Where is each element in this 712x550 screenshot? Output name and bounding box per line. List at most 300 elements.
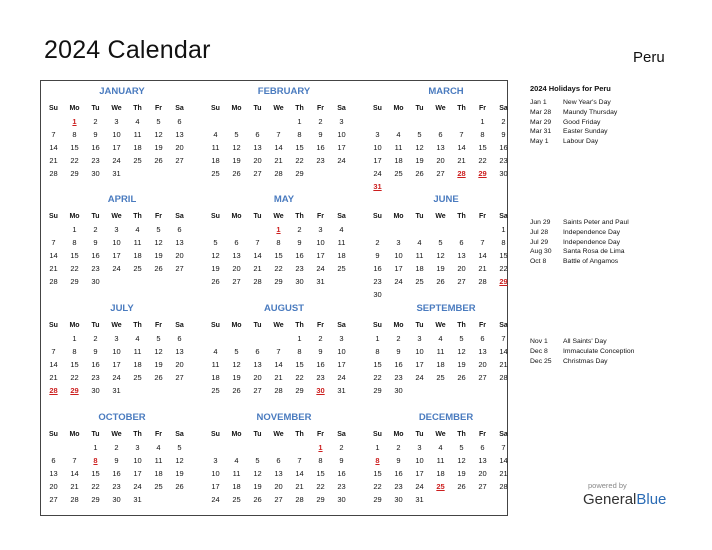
day-cell: 16 [394, 360, 403, 369]
day-cell: 20 [457, 264, 466, 273]
day-cell: 17 [337, 143, 346, 152]
day-cell: 30 [373, 290, 382, 299]
day-cell: 25 [133, 264, 142, 273]
month-grid [367, 102, 521, 193]
weekday-header: Mo [69, 322, 80, 329]
day-cell: 26 [211, 277, 220, 286]
day-cell: 5 [213, 238, 218, 247]
holiday-name: Independence Day [563, 228, 621, 236]
day-cell: 30 [394, 495, 403, 504]
day-cell: 14 [478, 251, 487, 260]
holiday-date: Aug 30 [530, 248, 552, 256]
day-cell: 26 [154, 373, 163, 382]
weekday-header: Fr [479, 322, 486, 329]
day-cell: 5 [459, 334, 464, 343]
month-grid [205, 102, 359, 180]
day-cell: 20 [253, 373, 262, 382]
day-cell: 25 [436, 373, 445, 382]
weekday-header: We [111, 105, 122, 112]
day-cell: 30 [499, 169, 508, 178]
day-cell: 28 [478, 277, 487, 286]
day-cell: 22 [70, 373, 79, 382]
month-grid [205, 210, 359, 288]
powered-by-label: powered by [588, 481, 627, 490]
holiday-day-cell: 1 [72, 117, 77, 126]
day-cell: 18 [211, 373, 220, 382]
weekday-header: Su [49, 213, 58, 220]
holiday-date: Oct 8 [530, 258, 547, 266]
day-cell: 28 [49, 277, 58, 286]
day-cell: 13 [274, 469, 283, 478]
day-cell: 14 [499, 456, 508, 465]
day-cell: 30 [91, 277, 100, 286]
day-cell: 25 [211, 386, 220, 395]
day-cell: 15 [316, 469, 325, 478]
weekday-header: Tu [415, 213, 424, 220]
day-cell: 1 [72, 225, 77, 234]
day-cell: 6 [255, 347, 260, 356]
day-cell: 19 [457, 469, 466, 478]
day-cell: 27 [253, 169, 262, 178]
day-cell: 2 [318, 117, 323, 126]
day-cell: 30 [91, 386, 100, 395]
day-cell: 10 [337, 130, 346, 139]
month-grid [43, 428, 197, 506]
holiday-name: Maundy Thursday [563, 108, 618, 116]
month-january [47, 85, 197, 180]
day-cell: 13 [253, 143, 262, 152]
weekday-header: Th [133, 322, 142, 329]
day-cell: 9 [93, 347, 98, 356]
day-cell: 22 [70, 264, 79, 273]
holiday-day-cell: 29 [499, 277, 508, 286]
weekday-header: Mo [69, 213, 80, 220]
day-cell: 23 [316, 156, 325, 165]
holidays-panel [530, 84, 700, 147]
day-cell: 2 [93, 334, 98, 343]
weekday-header: We [435, 431, 446, 438]
day-cell: 11 [133, 238, 142, 247]
day-cell: 26 [154, 156, 163, 165]
weekday-header: Tu [253, 431, 262, 438]
day-cell: 13 [253, 360, 262, 369]
month-march [371, 85, 521, 193]
day-cell: 18 [133, 251, 142, 260]
day-cell: 8 [276, 238, 281, 247]
empty-cell [43, 115, 64, 128]
weekday-header: Sa [499, 213, 508, 220]
day-cell: 6 [276, 456, 281, 465]
holiday-name: Immaculate Conception [563, 347, 635, 355]
day-cell: 29 [316, 495, 325, 504]
day-cell: 22 [316, 482, 325, 491]
day-cell: 21 [70, 482, 79, 491]
day-cell: 16 [316, 360, 325, 369]
day-cell: 7 [480, 238, 485, 247]
holiday-row [530, 127, 700, 137]
day-cell: 4 [417, 238, 422, 247]
month-may [209, 193, 359, 288]
day-cell: 11 [133, 130, 142, 139]
holiday-date: Dec 25 [530, 357, 552, 365]
day-cell: 24 [394, 277, 403, 286]
empty-cell [226, 441, 247, 454]
day-cell: 28 [70, 495, 79, 504]
day-cell: 27 [175, 156, 184, 165]
day-cell: 10 [415, 347, 424, 356]
day-cell: 24 [112, 373, 121, 382]
month-name: JANUARY [99, 86, 145, 97]
weekday-header: Tu [91, 431, 100, 438]
day-cell: 19 [211, 264, 220, 273]
month-november [209, 411, 359, 506]
day-cell: 21 [49, 156, 58, 165]
weekday-header: Fr [317, 431, 324, 438]
weekday-header: Sa [337, 213, 346, 220]
empty-cell [226, 115, 247, 128]
weekday-header: Th [133, 213, 142, 220]
weekday-header: Mo [393, 431, 404, 438]
day-cell: 11 [337, 238, 346, 247]
weekday-header: Tu [91, 213, 100, 220]
day-cell: 28 [499, 482, 508, 491]
day-cell: 20 [478, 360, 487, 369]
empty-cell [43, 223, 64, 236]
day-cell: 24 [112, 156, 121, 165]
day-cell: 21 [49, 373, 58, 382]
weekday-header: We [435, 322, 446, 329]
day-cell: 16 [295, 251, 304, 260]
day-cell: 25 [211, 169, 220, 178]
day-cell: 15 [478, 143, 487, 152]
day-cell: 21 [274, 373, 283, 382]
day-cell: 15 [70, 143, 79, 152]
day-cell: 17 [112, 251, 121, 260]
month-july [47, 302, 197, 397]
day-cell: 23 [91, 156, 100, 165]
day-cell: 12 [436, 251, 445, 260]
empty-cell [205, 223, 226, 236]
day-cell: 15 [499, 251, 508, 260]
day-cell: 4 [438, 334, 443, 343]
day-cell: 23 [373, 277, 382, 286]
weekday-header: Th [295, 431, 304, 438]
holiday-date: Jun 29 [530, 219, 551, 226]
day-cell: 29 [70, 169, 79, 178]
day-cell: 5 [459, 443, 464, 452]
day-cell: 15 [373, 360, 382, 369]
day-cell: 25 [394, 169, 403, 178]
day-cell: 3 [213, 456, 218, 465]
day-cell: 27 [478, 373, 487, 382]
holiday-name: Labour Day [563, 138, 599, 146]
holiday-row [530, 118, 700, 128]
holiday-day-cell: 28 [457, 169, 466, 178]
day-cell: 15 [70, 360, 79, 369]
holiday-row [530, 238, 700, 248]
day-cell: 17 [112, 143, 121, 152]
empty-cell [268, 441, 289, 454]
day-cell: 31 [112, 169, 121, 178]
day-cell: 14 [457, 143, 466, 152]
empty-cell [451, 115, 472, 128]
day-cell: 16 [394, 469, 403, 478]
day-cell: 23 [499, 156, 508, 165]
day-cell: 18 [337, 251, 346, 260]
month-name: JUNE [433, 194, 459, 205]
holiday-name: Easter Sunday [563, 128, 608, 136]
day-cell: 2 [114, 443, 119, 452]
holiday-day-cell: 1 [318, 443, 323, 452]
day-cell: 24 [337, 373, 346, 382]
day-cell: 9 [501, 130, 506, 139]
day-cell: 25 [232, 495, 241, 504]
day-cell: 6 [480, 334, 485, 343]
day-cell: 20 [478, 469, 487, 478]
holiday-date: Jan 1 [530, 99, 547, 106]
day-cell: 25 [133, 373, 142, 382]
weekday-header: Mo [69, 105, 80, 112]
day-cell: 26 [415, 169, 424, 178]
day-cell: 26 [253, 495, 262, 504]
weekday-header: Fr [317, 213, 324, 220]
day-cell: 12 [457, 456, 466, 465]
day-cell: 17 [415, 360, 424, 369]
day-cell: 5 [417, 130, 422, 139]
day-cell: 22 [295, 373, 304, 382]
holiday-name: All Saints' Day [563, 338, 607, 345]
day-cell: 5 [234, 130, 239, 139]
day-cell: 21 [478, 264, 487, 273]
month-name: NOVEMBER [256, 412, 312, 423]
empty-cell [268, 332, 289, 345]
day-cell: 14 [274, 143, 283, 152]
weekday-header: Tu [253, 213, 262, 220]
day-cell: 28 [295, 495, 304, 504]
day-cell: 18 [211, 156, 220, 165]
day-cell: 16 [112, 469, 121, 478]
weekday-header: We [273, 431, 284, 438]
day-cell: 13 [478, 347, 487, 356]
day-cell: 27 [457, 277, 466, 286]
day-cell: 1 [297, 117, 302, 126]
day-cell: 22 [70, 156, 79, 165]
day-cell: 20 [436, 156, 445, 165]
day-cell: 5 [156, 117, 161, 126]
weekday-header: Su [49, 105, 58, 112]
weekday-header: Su [211, 213, 220, 220]
day-cell: 3 [375, 130, 380, 139]
month-name: DECEMBER [418, 412, 474, 423]
day-cell: 17 [337, 360, 346, 369]
day-cell: 30 [112, 495, 121, 504]
day-cell: 11 [154, 456, 163, 465]
weekday-header: Fr [479, 213, 486, 220]
weekday-header: Mo [393, 322, 404, 329]
month-name: MAY [273, 194, 295, 205]
day-cell: 11 [133, 347, 142, 356]
day-cell: 29 [70, 277, 79, 286]
weekday-header: Th [295, 105, 304, 112]
weekday-header: Fr [155, 322, 162, 329]
day-cell: 1 [72, 334, 77, 343]
month-grid [367, 319, 521, 397]
day-cell: 19 [175, 469, 184, 478]
month-april [47, 193, 197, 288]
day-cell: 12 [415, 143, 424, 152]
day-cell: 11 [436, 456, 445, 465]
weekday-header: Su [373, 431, 382, 438]
day-cell: 25 [154, 482, 163, 491]
empty-cell [247, 332, 268, 345]
day-cell: 7 [459, 130, 464, 139]
day-cell: 10 [415, 456, 424, 465]
day-cell: 14 [253, 251, 262, 260]
day-cell: 21 [49, 264, 58, 273]
day-cell: 19 [154, 143, 163, 152]
month-grid [43, 102, 197, 180]
month-name: MARCH [428, 86, 464, 97]
day-cell: 2 [297, 225, 302, 234]
empty-cell [247, 441, 268, 454]
weekday-header: Tu [253, 322, 262, 329]
day-cell: 23 [112, 482, 121, 491]
day-cell: 13 [175, 130, 184, 139]
day-cell: 2 [501, 117, 506, 126]
day-cell: 8 [72, 347, 77, 356]
day-cell: 28 [49, 169, 58, 178]
holiday-name: Christmas Day [563, 357, 608, 365]
weekday-header: Th [133, 105, 142, 112]
weekday-header: Su [211, 322, 220, 329]
month-name: JULY [110, 303, 134, 314]
holiday-row [530, 137, 700, 147]
holiday-date: Dec 8 [530, 347, 548, 355]
day-cell: 17 [373, 156, 382, 165]
day-cell: 23 [91, 373, 100, 382]
day-cell: 19 [154, 251, 163, 260]
day-cell: 16 [499, 143, 508, 152]
day-cell: 22 [373, 373, 382, 382]
day-cell: 2 [396, 443, 401, 452]
day-cell: 29 [91, 495, 100, 504]
day-cell: 18 [154, 469, 163, 478]
holidays-heading: 2024 Holidays for Peru [530, 84, 611, 93]
holiday-day-cell: 31 [373, 182, 382, 191]
day-cell: 4 [135, 334, 140, 343]
holiday-row [530, 257, 700, 267]
day-cell: 29 [373, 495, 382, 504]
day-cell: 3 [114, 225, 119, 234]
day-cell: 5 [234, 347, 239, 356]
weekday-header: Fr [155, 431, 162, 438]
weekday-header: Sa [337, 105, 346, 112]
day-cell: 23 [316, 373, 325, 382]
day-cell: 18 [133, 360, 142, 369]
empty-cell [409, 115, 430, 128]
day-cell: 11 [211, 143, 220, 152]
day-cell: 14 [49, 143, 58, 152]
day-cell: 19 [457, 360, 466, 369]
weekday-header: Tu [91, 322, 100, 329]
empty-cell [367, 115, 388, 128]
day-cell: 12 [175, 456, 184, 465]
empty-cell [430, 115, 451, 128]
day-cell: 9 [93, 130, 98, 139]
day-cell: 15 [295, 360, 304, 369]
weekday-header: Th [295, 322, 304, 329]
day-cell: 15 [274, 251, 283, 260]
day-cell: 22 [295, 156, 304, 165]
weekday-header: Sa [499, 105, 508, 112]
day-cell: 3 [339, 334, 344, 343]
day-cell: 10 [112, 238, 121, 247]
day-cell: 5 [156, 334, 161, 343]
day-cell: 31 [112, 386, 121, 395]
generalblue-logo[interactable] [583, 491, 666, 508]
day-cell: 18 [232, 482, 241, 491]
day-cell: 4 [135, 117, 140, 126]
day-cell: 7 [501, 334, 506, 343]
day-cell: 10 [211, 469, 220, 478]
weekday-header: Tu [415, 431, 424, 438]
day-cell: 13 [49, 469, 58, 478]
day-cell: 1 [375, 334, 380, 343]
day-cell: 30 [91, 169, 100, 178]
day-cell: 1 [480, 117, 485, 126]
day-cell: 18 [436, 360, 445, 369]
day-cell: 18 [415, 264, 424, 273]
day-cell: 2 [318, 334, 323, 343]
empty-cell [205, 332, 226, 345]
day-cell: 26 [436, 277, 445, 286]
month-name: FEBRUARY [257, 86, 311, 97]
weekday-header: Mo [393, 213, 404, 220]
day-cell: 6 [177, 225, 182, 234]
empty-cell [247, 115, 268, 128]
day-cell: 10 [373, 143, 382, 152]
weekday-header: Sa [499, 431, 508, 438]
day-cell: 7 [51, 238, 56, 247]
holiday-row [530, 337, 700, 347]
day-cell: 12 [154, 347, 163, 356]
day-cell: 2 [93, 117, 98, 126]
day-cell: 18 [394, 156, 403, 165]
day-cell: 2 [93, 225, 98, 234]
day-cell: 6 [480, 443, 485, 452]
day-cell: 17 [316, 251, 325, 260]
weekday-header: Fr [317, 322, 324, 329]
day-cell: 7 [51, 347, 56, 356]
day-cell: 16 [337, 469, 346, 478]
weekday-header: Su [211, 105, 220, 112]
holiday-name: New Year's Day [563, 99, 611, 106]
month-september [371, 302, 521, 397]
day-cell: 7 [276, 130, 281, 139]
day-cell: 8 [375, 347, 380, 356]
empty-cell [247, 223, 268, 236]
day-cell: 27 [253, 386, 262, 395]
day-cell: 11 [436, 347, 445, 356]
day-cell: 8 [297, 347, 302, 356]
weekday-header: Mo [393, 105, 404, 112]
day-cell: 5 [438, 238, 443, 247]
day-cell: 11 [415, 251, 424, 260]
month-february [209, 85, 359, 180]
day-cell: 18 [436, 469, 445, 478]
day-cell: 30 [394, 386, 403, 395]
holiday-name: Good Friday [563, 118, 601, 126]
